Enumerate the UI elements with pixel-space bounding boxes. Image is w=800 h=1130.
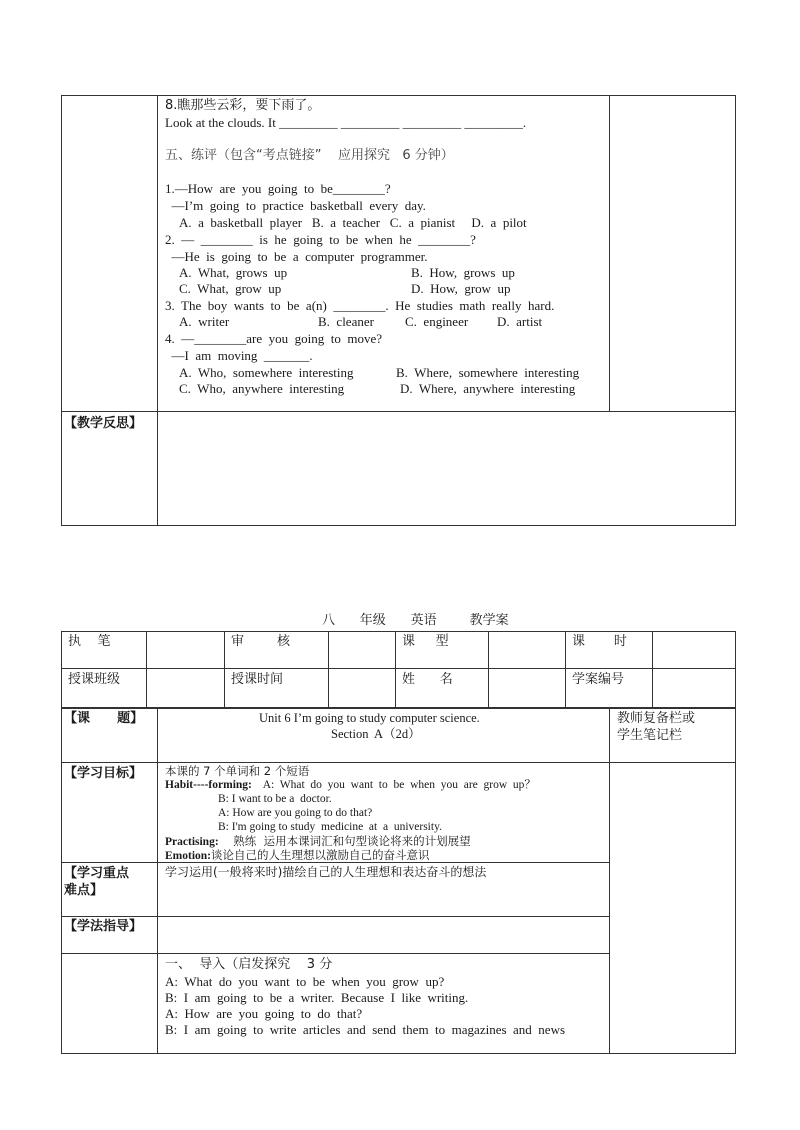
objectives-a2: A: How are you going to do that? xyxy=(218,807,373,819)
q3-stem: 3. The boy wants to be a(n) ________. He studies math really hard. xyxy=(165,298,555,313)
info-grid-col-6 xyxy=(565,631,566,708)
q2-option-c: C. What, grow up xyxy=(179,281,282,296)
habit-text: A: What do you want to be when you are grow up？ xyxy=(251,779,536,791)
q4-option-d: D. Where, anywhere interesting xyxy=(400,381,576,396)
practising-text: 熟练 运用本课词汇和句型谈论将来的计划展望 xyxy=(218,834,471,848)
objectives-habit xyxy=(165,778,536,792)
q2-stem: 2. — ________ is he going to be when he ________? xyxy=(165,232,476,247)
lesson-row-3 xyxy=(61,916,609,917)
q4-stem: 4. —________are you going to move? xyxy=(165,331,382,346)
label-case-number: 学案编号 xyxy=(572,672,625,687)
intro-line-1: A: What do you want to be when you grow up? xyxy=(165,974,445,989)
q2-answer-line: —He is going to be a computer programmer. xyxy=(165,249,428,264)
label-reviewer: 审 核 xyxy=(231,634,291,649)
method-label: 【学法指导】 xyxy=(64,919,143,934)
q2-option-a: A. What, grows up xyxy=(179,265,288,280)
reflection-label: 【教学反思】 xyxy=(64,416,143,431)
top-table-row-divider xyxy=(61,411,736,412)
objectives-label: 【学习目标】 xyxy=(64,766,143,781)
q3-option-b: B. cleaner xyxy=(318,314,374,329)
intro-title: 一、 导入（启发探究 3 分 xyxy=(165,957,333,972)
lesson-table-col-left xyxy=(157,708,158,1054)
q3-option-a: A. writer xyxy=(179,314,230,329)
keypoints-label-2: 难点】 xyxy=(64,883,104,898)
top-table-col-divider-right xyxy=(609,95,610,412)
page-header: 八 年级 英语 教学案 xyxy=(322,613,509,628)
q1-answer-line: —I’m going to practice basketball every day. xyxy=(165,198,426,213)
q8-chinese: 8.瞧那些云彩，要下雨了。 xyxy=(165,98,321,113)
topic-title: Unit 6 I’m going to study computer science. xyxy=(259,711,480,725)
q1-options: A. a basketball player B. a teacher C. a pianist D. a pilot xyxy=(179,215,527,230)
q4-answer-line: —I am moving _______. xyxy=(165,348,313,363)
q4-option-b: B. Where, somewhere interesting xyxy=(396,365,580,380)
label-name: 姓 名 xyxy=(402,672,453,687)
objectives-line-1: 本课的 7 个单词和 2 个短语 xyxy=(165,764,310,778)
intro-line-4: B: I am going to write articles and send them to magazines and news xyxy=(165,1022,566,1037)
q4-option-c: C. Who, anywhere interesting xyxy=(179,381,345,396)
objectives-practising xyxy=(165,834,471,849)
q3-option-d: D. artist xyxy=(497,314,543,329)
objectives-emotion xyxy=(165,848,430,863)
q2-option-d: D. How, grow up xyxy=(411,281,511,296)
info-grid-col-4 xyxy=(395,631,396,708)
label-class: 授课班级 xyxy=(68,672,121,687)
topic-label: 【课 题】 xyxy=(64,711,144,726)
q3-option-c: C. engineer xyxy=(405,314,469,329)
habit-label: Habit----forming: xyxy=(165,779,252,791)
lesson-table-col-right xyxy=(609,708,610,1054)
practising-label: Practising: xyxy=(165,836,219,848)
q4-option-a: A. Who, somewhere interesting xyxy=(179,365,354,380)
q1-stem: 1.—How are you going to be________? xyxy=(165,181,391,196)
label-lesson-hours: 课 时 xyxy=(572,634,627,649)
info-grid-row-divider xyxy=(61,668,736,669)
label-writer: 执 笔 xyxy=(68,634,111,649)
notes-column-title-2: 学生笔记栏 xyxy=(617,728,683,743)
q8-english: Look at the clouds. It _________ _________ _________ _________. xyxy=(165,115,527,130)
info-grid-col-3 xyxy=(328,631,329,708)
lesson-row-1 xyxy=(61,762,736,763)
info-grid-col-7 xyxy=(652,631,653,708)
emotion-label: Emotion: xyxy=(165,850,211,862)
objectives-b2: B: I'm going to study medicine at a university. xyxy=(218,821,442,833)
notes-column-title-1: 教师复备栏或 xyxy=(617,711,696,726)
q2-option-b: B. How, grows up xyxy=(411,265,515,280)
lesson-row-4 xyxy=(61,953,609,954)
topic-section: Section A（2d） xyxy=(331,727,421,741)
keypoints-text: 学习运用(一般将来时)描绘自己的人生理想和表达奋斗的想法 xyxy=(165,865,487,879)
keypoints-label-1: 【学习重点 xyxy=(64,866,130,881)
top-table-col-divider-left xyxy=(157,95,158,526)
label-lesson-type: 课 型 xyxy=(402,634,449,649)
info-grid xyxy=(61,631,736,708)
intro-line-3: A: How are you going to do that? xyxy=(165,1006,363,1021)
label-time: 授课时间 xyxy=(231,672,284,687)
emotion-text: 谈论自己的人生理想以激励自己的奋斗意识 xyxy=(211,848,430,862)
info-grid-col-1 xyxy=(146,631,147,708)
info-grid-col-2 xyxy=(224,631,225,708)
objectives-b1: B: I want to be a doctor. xyxy=(218,793,332,805)
intro-line-2: B: I am going to be a writer. Because I like writing. xyxy=(165,990,469,1005)
section5-title: 五、练评（包含“考点链接” 应用探究 6 分钟） xyxy=(165,148,454,163)
info-grid-col-5 xyxy=(488,631,489,708)
